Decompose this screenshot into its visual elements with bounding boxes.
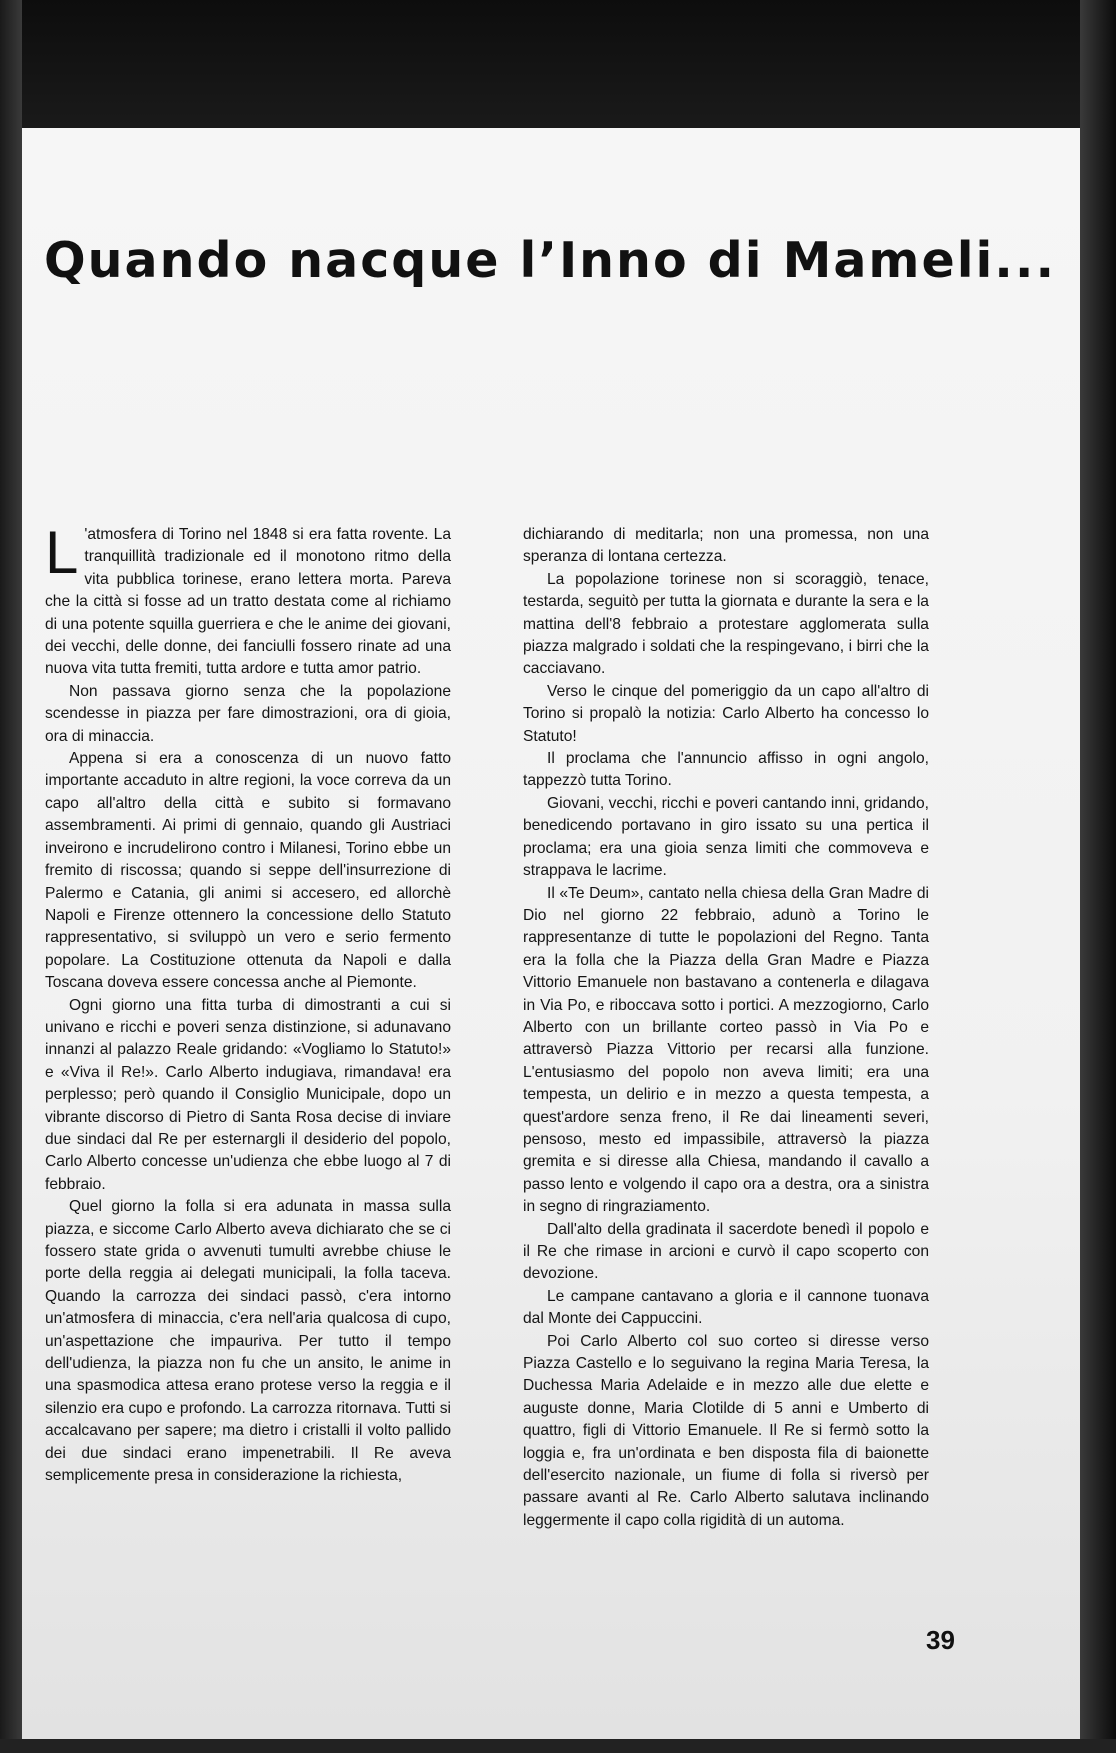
bottom-dark-band [0, 1739, 1116, 1753]
paragraph: La popolazione torinese non si scoraggiò, tenace, testarda, seguitò per tutta la giornata e durante la sera e la mattina dell'8 febbraio a protestare agglomerata sulla piazza malgrado i soldati che la respingevano, i birri che la cacciavano. [523, 570, 929, 678]
drop-cap: L [45, 519, 79, 586]
paragraph: Verso le cinque del pomeriggio da un capo all'altro di Torino si propalò la notizia: Carlo Alberto ha concesso lo Statuto! [523, 682, 929, 745]
left-dark-band [0, 0, 22, 1753]
paragraph: Il proclama che l'annuncio affisso in ogni angolo, tappezzò tutta Torino. [523, 750, 929, 790]
paragraph: Le campane cantavano a gloria e il cannone tuonava dal Monte dei Cappuccini. [523, 1287, 929, 1328]
paragraph-text: 'atmosfera di Torino nel 1848 si era fatta rovente. La tranquillità tradizionale ed il monotono ritmo della vita pubblica torinese, erano lettera morta. Pareva che la città si fosse ad un tratto destata come al richiamo di una potente squilla guerriera e che le anime dei giovani, dei vecchi, delle donne, dei fanciulli fossero rinate ad una nuova vita tutta fremiti, tutta ardore e tutta amor patrio. [45, 526, 451, 678]
right-column [523, 524, 929, 1532]
paragraph: Poi Carlo Alberto col suo corteo si diresse verso Piazza Castello e lo seguivano la regina Maria Teresa, la Duchessa Maria Adelaide e in mezzo alle due elette e auguste donne, Maria Clotilde di 5 anni e Umberto di quattro, figli di Vittorio Emanuele. Il Re si fermò sotto la loggia e, fra un'ordinata e ben disposta fila di baionette dell'esercito nazionale, un fiume di folla si riversò per passare avanti al Re. Carlo Alberto salutava inclinando leggermente il capo colla rigidità di un automa. [523, 1332, 929, 1529]
paragraph [45, 519, 451, 681]
paragraph: Non passava giorno senza che la popolazione scendesse in piazza per fare dimostrazioni, ora di gioia, ora di minaccia. [45, 682, 451, 745]
paragraph: Ogni giorno una fitta turba di dimostranti a cui si univano e ricchi e poveri senza distinzione, si adunavano innanzi al palazzo Reale gridando: «Vogliamo lo Statuto!» e «Viva il Re!». Carlo Alberto indugiava, rimandava! era perplesso; però quando il Consiglio Municipale, dopo un vibrante discorso di Pietro di Santa Rosa decise di inviare due sindaci dal Re per esternargli il desiderio del popolo, Carlo Alberto concesse un'udienza che ebbe luogo al 7 di febbraio. [45, 996, 451, 1193]
paragraph: Il «Te Deum», cantato nella chiesa della Gran Madre di Dio nel giorno 22 febbraio, adunò a Torino le rappresentanze di tutte le popolazioni del Regno. Tanta era la folla che la Piazza della Gran Madre e Piazza Vittorio Emanuele non bastavano a contenerla e dilagava in Via Po, e riboccava sotto i portici. A mezzogiorno, Carlo Alberto con un brillante corteo passò in Via Po e attraversò Piazza Vittorio per recarsi alla funzione. L'entusiasmo del popolo non aveva limiti; era una tempesta, un delirio e in mezzo a questa tempesta, a quest'ardore senza freno, il Re dai lineamenti severi, pensoso, mesto ed impassibile, attraversò la piazza gremita e si diresse alla Chiesa, mandando il cavallo a passo lento e volgendo il capo ora a destra, ora a sinistra in segno di ringraziamento. [523, 884, 929, 1216]
paragraph: Appena si era a conoscenza di un nuovo fatto importante accaduto in altre regioni, la voce correva da un capo all'altro della città e subito si formavano assembramenti. Ai primi di gennaio, quando gli Austriaci inveirono e incrudelirono contro i Milanesi, Torino ebbe un fremito di riscossa; quando si seppe dell'insurrezione di Palermo e Catania, gli animi si accesero, ed allorchè Napoli e Firenze ottennero la concessione dello Statuto rappresentativo, si sviluppò un vero e serio fermento popolare. La Costituzione ottenuta da Napoli e dalla Toscana doveva essere concessa anche al Piemonte. [45, 750, 451, 992]
paragraph: dichiarando di meditarla; non una promessa, non una speranza di lontana certezza. [523, 526, 929, 566]
paragraph: Dall'alto della gradinata il sacerdote benedì il popolo e il Re che rimase in arcioni e curvò il capo scoperto con devozione. [523, 1220, 929, 1283]
top-dark-band [0, 0, 1116, 128]
right-dark-band [1080, 0, 1116, 1753]
left-column [45, 519, 451, 1487]
paragraph: Giovani, vecchi, ricchi e poveri cantando inni, gridando, benedicendo portavano in giro issato su una pertica il proclama; era una gioia senza limiti che commoveva e strappava le lacrime. [523, 794, 929, 880]
article-title: Quando nacque l’Inno di Mameli... [44, 232, 1057, 289]
page-number: 39 [926, 1625, 955, 1655]
paragraph: Quel giorno la folla si era adunata in massa sulla piazza, e siccome Carlo Alberto aveva dichiarato che se ci fossero state grida o avvenuti tumulti avrebbe chiuse le porte della reggia ai delegati municipali, la folla taceva. Quando la carrozza dei sindaci passò, c'era intorno un'atmosfera di minaccia, c'era nell'aria qualcosa di cupo, un'aspettazione che impauriva. Per tutto il tempo dell'udienza, la piazza non fu che un ansito, le anime in una spasmodica attesa erano protese verso la reggia e il silenzio era cupo e profondo. La carrozza ritornava. Tutti si accalcavano per sapere; ma dietro i cristalli il volto pallido dei due sindaci erano impenetrabili. Il Re aveva semplicemente presa in considerazione la richiesta, [45, 1198, 451, 1485]
